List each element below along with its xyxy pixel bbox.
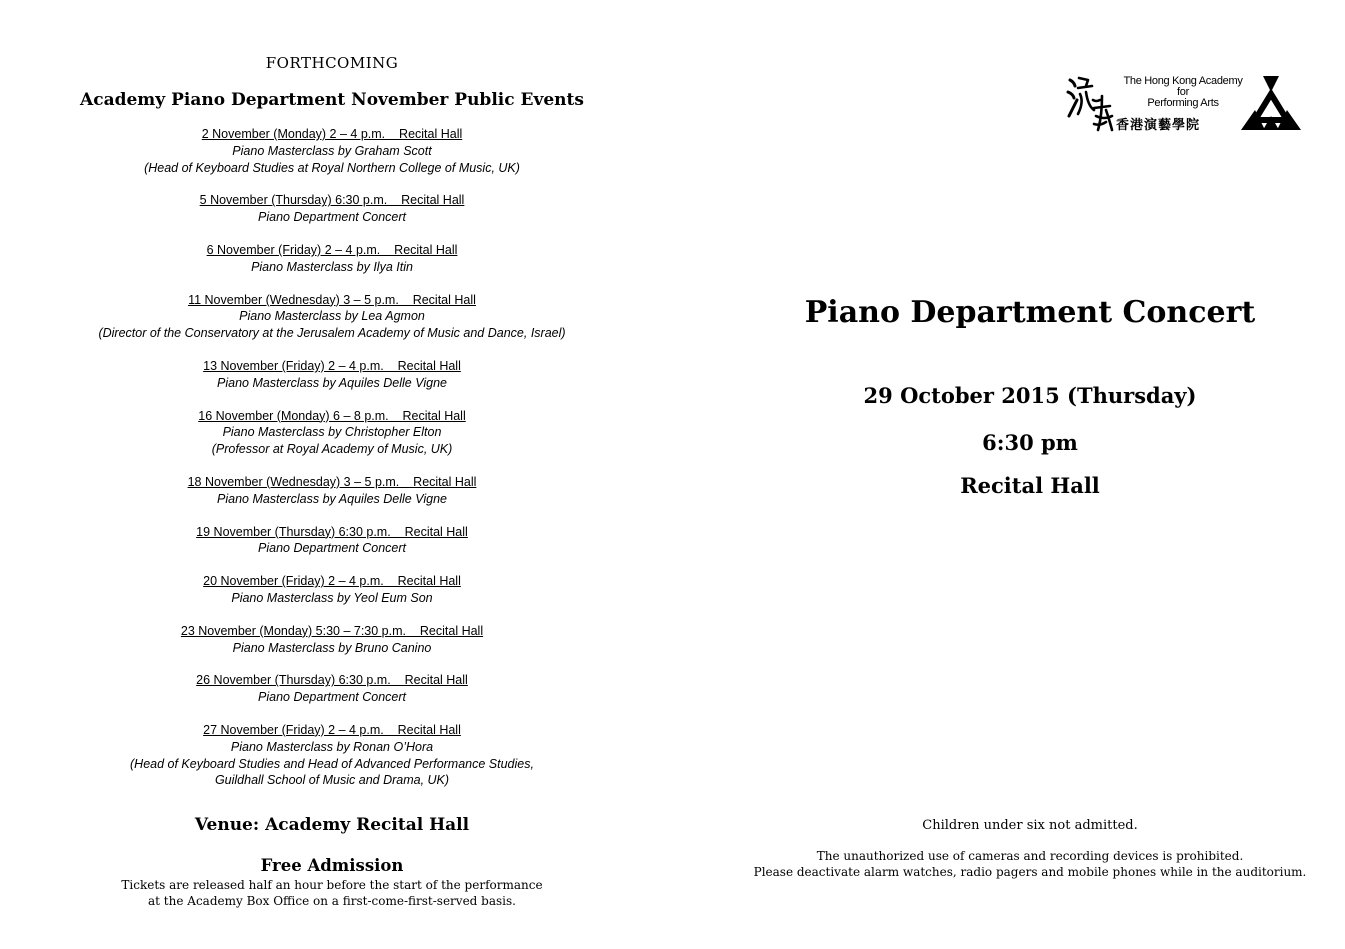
- event-date: 27 November (Friday) 2 – 4 p.m. Recital Hall: [203, 722, 461, 737]
- event-item: [72, 474, 592, 508]
- calligraphy-logo-icon: [1066, 72, 1114, 134]
- event-description: Piano Masterclass by Ronan O’Hora: [230, 739, 434, 754]
- event-description: Piano Department Concert: [258, 210, 406, 225]
- event-date: 23 November (Monday) 5:30 – 7:30 p.m. Recital Hall: [180, 623, 484, 638]
- event-note: (Head of Keyboard Studies and Head of Advanced Performance Studies,: [130, 756, 534, 771]
- event-note: Guildhall School of Music and Drama, UK): [214, 773, 450, 788]
- event-description: Piano Masterclass by Aquiles Delle Vigne: [217, 491, 447, 506]
- event-description: Piano Masterclass by Christopher Elton: [222, 425, 442, 440]
- event-description: Piano Department Concert: [258, 541, 406, 556]
- event-item: [72, 358, 592, 392]
- event-item: [72, 573, 592, 607]
- event-description: Piano Masterclass by Bruno Canino: [232, 640, 432, 655]
- event-date: 20 November (Friday) 2 – 4 p.m. Recital Hall: [203, 574, 461, 589]
- event-note: (Director of the Conservatory at the Jerusalem Academy of Music and Dance, Israel): [98, 326, 566, 341]
- tickets-note: [72, 877, 592, 909]
- tickets-line: at the Academy Box Office on a first-come-first-served basis.: [148, 894, 516, 909]
- event-date: 19 November (Thursday) 6:30 p.m. Recital Hall: [196, 524, 468, 539]
- event-item: [72, 524, 592, 558]
- event-date: 26 November (Thursday) 6:30 p.m. Recital Hall: [196, 673, 468, 688]
- event-note: (Professor at Royal Academy of Music, UK): [211, 442, 453, 457]
- concert-title: Piano Department Concert: [804, 295, 1256, 330]
- event-date: 16 November (Monday) 6 – 8 p.m. Recital Hall: [198, 408, 466, 423]
- academy-emblem-icon: [1241, 76, 1301, 132]
- concert-date: 29 October 2015 (Thursday): [863, 383, 1197, 408]
- free-admission-heading: Free Admission: [260, 856, 404, 876]
- event-description: Piano Masterclass by Ilya Itin: [251, 259, 413, 274]
- event-date: 2 November (Monday) 2 – 4 p.m. Recital Hall: [201, 127, 463, 141]
- event-description: Piano Masterclass by Yeol Eum Son: [231, 590, 433, 605]
- logo-chinese-name: 香港演藝學院: [1116, 118, 1201, 133]
- tickets-line: Tickets are released half an hour before the start of the performance: [121, 878, 543, 893]
- event-date: 13 November (Friday) 2 – 4 p.m. Recital Hall: [203, 358, 461, 373]
- event-date: 6 November (Friday) 2 – 4 p.m. Recital Hall: [206, 242, 458, 257]
- event-item: [72, 126, 592, 176]
- events-page: [72, 52, 592, 909]
- device-notice: [715, 848, 1345, 880]
- notice-line: Please deactivate alarm watches, radio pagers and mobile phones while in the auditorium.: [753, 865, 1307, 879]
- venue-heading: Venue: Academy Recital Hall: [194, 815, 470, 836]
- event-item: [72, 722, 592, 789]
- concert-time: 6:30 pm: [982, 430, 1078, 455]
- admission-note: Children under six not admitted.: [922, 818, 1138, 833]
- event-item: [72, 242, 592, 276]
- academy-logo: [1066, 72, 1302, 134]
- event-date: 11 November (Wednesday) 3 – 5 p.m. Recital Hall: [188, 292, 476, 307]
- event-item: [72, 623, 592, 657]
- event-description: Piano Masterclass by Aquiles Delle Vigne: [217, 375, 447, 390]
- event-description: Piano Masterclass by Lea Agmon: [239, 309, 425, 324]
- event-description: Piano Department Concert: [258, 690, 406, 705]
- notice-line: The unauthorized use of cameras and recording devices is prohibited.: [816, 849, 1244, 863]
- events-title: Academy Piano Department November Public Events: [80, 90, 584, 110]
- event-note: (Head of Keyboard Studies at Royal Northern College of Music, UK): [144, 160, 520, 175]
- concert-venue: Recital Hall: [960, 473, 1100, 498]
- event-date: 18 November (Wednesday) 3 – 5 p.m. Recital Hall: [187, 474, 477, 489]
- event-description: Piano Masterclass by Graham Scott: [232, 143, 432, 158]
- event-date: 5 November (Thursday) 6:30 p.m. Recital Hall: [199, 193, 465, 208]
- event-item: [72, 672, 592, 706]
- event-item: [72, 192, 592, 226]
- forthcoming-heading: FORTHCOMING: [265, 54, 399, 72]
- event-item: [72, 292, 592, 342]
- logo-english-name: The Hong Kong Academy for Performing Arts: [1123, 75, 1243, 109]
- event-item: [72, 408, 592, 458]
